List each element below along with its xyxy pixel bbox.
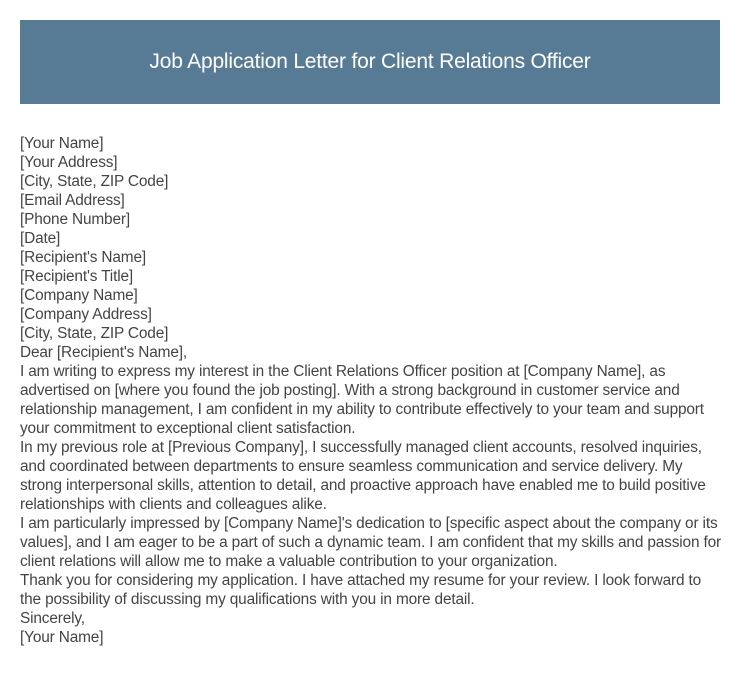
recipient-company: [Company Name]: [20, 287, 138, 304]
recipient-name: [Recipient's Name]: [20, 249, 146, 266]
recipient-title: [Recipient's Title]: [20, 268, 134, 285]
sender-email: [Email Address]: [20, 192, 125, 209]
recipient-city-state-zip: [City, State, ZIP Code]: [20, 325, 169, 342]
sender-city-state-zip: [City, State, ZIP Code]: [20, 173, 169, 190]
paragraph-experience: In my previous role at [Previous Company], I successfully managed client accounts, resolved inquiries, and coordinated between departments to ensure seamless communication and service delivery. My strong interpersonal skills, attention to detail, and proactive approach have enabled me to build positive relationships with clients and colleagues alike.: [20, 439, 706, 513]
closing: Sincerely,: [20, 610, 85, 627]
signature: [Your Name]: [20, 629, 104, 646]
paragraph-closing: Thank you for considering my application. I have attached my resume for your review. I look forward to the possibility of discussing my qualifications with you in more detail.: [20, 572, 702, 608]
sender-name: [Your Name]: [20, 135, 104, 152]
sender-address: [Your Address]: [20, 154, 118, 171]
letter-body: [20, 134, 725, 647]
sender-block: [20, 134, 725, 229]
letter-date: [Date]: [20, 230, 61, 247]
document-title: Job Application Letter for Client Relations Officer: [149, 50, 591, 73]
sender-phone: [Phone Number]: [20, 211, 130, 228]
paragraph-intro: I am writing to express my interest in the Client Relations Officer position at [Company Name], as advertised on [where you found the job posting]. With a strong background in customer service and relationship management, I am confident in my ability to contribute effectively to your team and support your commitment to exceptional client satisfaction.: [20, 363, 704, 437]
paragraph-company-interest: I am particularly impressed by [Company Name]'s dedication to [specific aspect about the company or its values], and I am eager to be a part of such a dynamic team. I am confident that my skills and passion for client relations will allow me to make a valuable contribution to your organization.: [20, 515, 721, 570]
salutation: Dear [Recipient's Name],: [20, 344, 187, 361]
recipient-block: [20, 248, 725, 343]
document-header: [20, 20, 720, 104]
recipient-address: [Company Address]: [20, 306, 152, 323]
